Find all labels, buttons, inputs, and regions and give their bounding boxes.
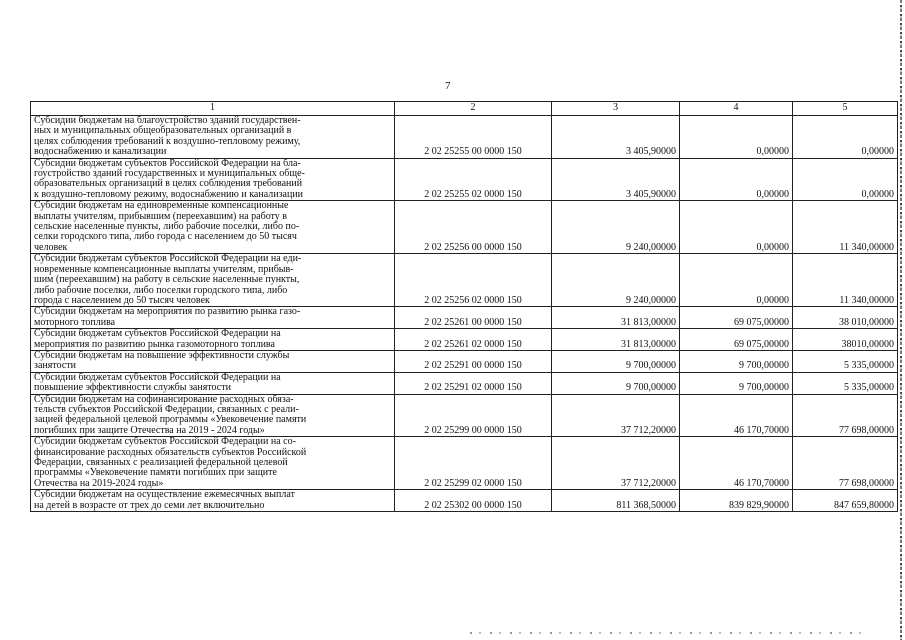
table-body bbox=[31, 116, 898, 512]
subsidy-name-line: тельств субъектов Российской Федерации, связанных с реали- bbox=[34, 403, 299, 415]
amount-cell: 9 700,00000 bbox=[552, 372, 680, 394]
subsidy-name-line: мероприятия по развитию рынка газомоторного топлива bbox=[34, 338, 275, 350]
scan-edge-line bbox=[900, 0, 902, 640]
scan-noise bbox=[470, 632, 870, 634]
subsidy-name-line: ных и муниципальных общеобразовательных организаций в bbox=[34, 125, 292, 137]
subsidy-name-line: выплаты учителям, прибывшим (переехавшим) на работу в bbox=[34, 210, 288, 222]
subsidy-name-line: целях соблюдения требований к воздушно-тепловому режиму, bbox=[34, 135, 301, 147]
budget-table bbox=[30, 101, 898, 512]
subsidy-name-line: Субсидии бюджетам на благоустройство зданий государствен- bbox=[34, 115, 301, 126]
subsidy-name-line: Субсидии бюджетам субъектов Российской Федерации на еди- bbox=[34, 253, 302, 265]
table-row bbox=[31, 350, 898, 372]
table-header-row bbox=[31, 102, 898, 116]
subsidy-name-cell bbox=[31, 394, 395, 437]
subsidy-name-line: Субсидии бюджетам на повышение эффективности службы bbox=[34, 349, 290, 361]
subsidy-name-cell bbox=[31, 116, 395, 159]
table-row bbox=[31, 372, 898, 394]
amount-cell: 77 698,00000 bbox=[793, 394, 898, 437]
subsidy-name-line: водоснабжению и канализации bbox=[34, 146, 167, 158]
budget-code-cell: 2 02 25299 00 0000 150 bbox=[395, 394, 552, 437]
amount-cell: 46 170,70000 bbox=[680, 437, 793, 490]
subsidy-name-line: шим (переехавшим) на работу в сельские населенные пункты, bbox=[34, 274, 300, 286]
subsidy-name-cell bbox=[31, 372, 395, 394]
amount-cell: 31 813,00000 bbox=[552, 329, 680, 351]
column-header: 2 bbox=[395, 102, 552, 116]
subsidy-name-cell bbox=[31, 490, 395, 512]
subsidy-name-line: Субсидии бюджетам субъектов Российской Федерации на bbox=[34, 328, 281, 340]
column-header: 3 bbox=[552, 102, 680, 116]
amount-cell: 811 368,50000 bbox=[552, 490, 680, 512]
subsidy-name-line: новременные компенсационные выплаты учителям, прибыв- bbox=[34, 263, 294, 275]
subsidy-name-line: Субсидии бюджетам на единовременные компенсационные bbox=[34, 200, 289, 212]
subsidy-name-line: финансирование расходных обязательств субъектов Российской bbox=[34, 446, 307, 458]
amount-cell: 9 240,00000 bbox=[552, 254, 680, 307]
amount-cell: 9 700,00000 bbox=[552, 350, 680, 372]
amount-cell: 9 700,00000 bbox=[680, 372, 793, 394]
amount-cell: 9 700,00000 bbox=[680, 350, 793, 372]
subsidy-name-line: занятости bbox=[34, 360, 76, 372]
table-row bbox=[31, 307, 898, 329]
subsidy-name-cell bbox=[31, 437, 395, 490]
column-header: 4 bbox=[680, 102, 793, 116]
amount-cell: 69 075,00000 bbox=[680, 307, 793, 329]
subsidy-name-cell bbox=[31, 307, 395, 329]
subsidy-name-line: Субсидии бюджетам субъектов Российской Федерации на бла- bbox=[34, 157, 301, 169]
amount-cell: 3 405,90000 bbox=[552, 158, 680, 201]
subsidy-name-line: Субсидии бюджетам на софинансирование расходных обяза- bbox=[34, 393, 294, 405]
amount-cell: 839 829,90000 bbox=[680, 490, 793, 512]
amount-cell: 38 010,00000 bbox=[793, 307, 898, 329]
subsidy-name-line: на детей в возрасте от трех до семи лет включительно bbox=[34, 499, 265, 511]
subsidy-name-line: человек bbox=[34, 241, 68, 253]
budget-code-cell: 2 02 25291 00 0000 150 bbox=[395, 350, 552, 372]
budget-code-cell: 2 02 25261 00 0000 150 bbox=[395, 307, 552, 329]
subsidy-name-cell bbox=[31, 254, 395, 307]
subsidy-name-line: либо рабочие поселки, либо поселки городского типа, либо bbox=[34, 284, 288, 296]
amount-cell: 46 170,70000 bbox=[680, 394, 793, 437]
subsidy-name-line: к воздушно-тепловому режиму, водоснабжению и канализации bbox=[34, 188, 304, 200]
subsidy-name-line: погибших при защите Отечества на 2019 - 2024 годы» bbox=[34, 424, 265, 436]
table-row bbox=[31, 329, 898, 351]
budget-code-cell: 2 02 25291 02 0000 150 bbox=[395, 372, 552, 394]
subsidy-name-line: программы «Увековечение памяти погибших при защите bbox=[34, 467, 277, 479]
amount-cell: 38010,00000 bbox=[793, 329, 898, 351]
subsidy-name-line: гоустройство зданий государственных и муниципальных обще- bbox=[34, 168, 305, 180]
amount-cell: 5 335,00000 bbox=[793, 350, 898, 372]
amount-cell: 37 712,20000 bbox=[552, 394, 680, 437]
amount-cell: 31 813,00000 bbox=[552, 307, 680, 329]
table-row bbox=[31, 394, 898, 437]
subsidy-name-cell bbox=[31, 350, 395, 372]
column-header: 1 bbox=[31, 102, 395, 116]
amount-cell: 0,00000 bbox=[680, 254, 793, 307]
budget-code-cell: 2 02 25302 00 0000 150 bbox=[395, 490, 552, 512]
amount-cell: 3 405,90000 bbox=[552, 116, 680, 159]
budget-code-cell: 2 02 25261 02 0000 150 bbox=[395, 329, 552, 351]
subsidy-name-cell bbox=[31, 158, 395, 201]
amount-cell: 5 335,00000 bbox=[793, 372, 898, 394]
subsidy-name-line: Субсидии бюджетам на осуществление ежемесячных выплат bbox=[34, 489, 295, 501]
subsidy-name-line: повышение эффективности службы занятости bbox=[34, 382, 231, 394]
amount-cell: 11 340,00000 bbox=[793, 254, 898, 307]
subsidy-name-line: селки городского типа, либо города с населением до 50 тысяч bbox=[34, 231, 297, 243]
budget-code-cell: 2 02 25256 02 0000 150 bbox=[395, 254, 552, 307]
amount-cell: 11 340,00000 bbox=[793, 201, 898, 254]
amount-cell: 0,00000 bbox=[793, 158, 898, 201]
subsidy-name-cell bbox=[31, 329, 395, 351]
subsidy-name-line: города с населением до 50 тысяч человек bbox=[34, 294, 210, 306]
table-row bbox=[31, 490, 898, 512]
amount-cell: 0,00000 bbox=[680, 158, 793, 201]
subsidy-name-line: Отечества на 2019-2024 годы» bbox=[34, 477, 164, 489]
budget-code-cell: 2 02 25255 00 0000 150 bbox=[395, 116, 552, 159]
subsidy-name-cell bbox=[31, 201, 395, 254]
subsidy-name-line: моторного топлива bbox=[34, 316, 116, 328]
budget-code-cell: 2 02 25256 00 0000 150 bbox=[395, 201, 552, 254]
amount-cell: 847 659,80000 bbox=[793, 490, 898, 512]
subsidy-name-line: сельские населенные пункты, либо рабочие поселки, либо по- bbox=[34, 221, 300, 233]
amount-cell: 37 712,20000 bbox=[552, 437, 680, 490]
amount-cell: 0,00000 bbox=[793, 116, 898, 159]
amount-cell: 77 698,00000 bbox=[793, 437, 898, 490]
subsidy-name-line: образовательных организаций в целях соблюдения требований bbox=[34, 178, 303, 190]
amount-cell: 0,00000 bbox=[680, 116, 793, 159]
subsidy-name-line: Федерации, связанных с реализацией федеральной целевой bbox=[34, 457, 288, 468]
budget-code-cell: 2 02 25255 02 0000 150 bbox=[395, 158, 552, 201]
subsidy-name-line: Субсидии бюджетам субъектов Российской Федерации на bbox=[34, 371, 281, 383]
page-number: 7 bbox=[445, 80, 451, 92]
budget-code-cell: 2 02 25299 02 0000 150 bbox=[395, 437, 552, 490]
subsidy-name-line: Субсидии бюджетам на мероприятия по развитию рынка газо- bbox=[34, 306, 301, 318]
amount-cell: 9 240,00000 bbox=[552, 201, 680, 254]
subsidy-name-line: зацией федеральной целевой программы «Увековечение памяти bbox=[34, 414, 307, 426]
subsidy-name-line: Субсидии бюджетам субъектов Российской Федерации на со- bbox=[34, 436, 296, 448]
table-row bbox=[31, 201, 898, 254]
table-row bbox=[31, 254, 898, 307]
amount-cell: 69 075,00000 bbox=[680, 329, 793, 351]
table-row bbox=[31, 437, 898, 490]
table-row bbox=[31, 158, 898, 201]
amount-cell: 0,00000 bbox=[680, 201, 793, 254]
column-header: 5 bbox=[793, 102, 898, 116]
table-row bbox=[31, 116, 898, 159]
